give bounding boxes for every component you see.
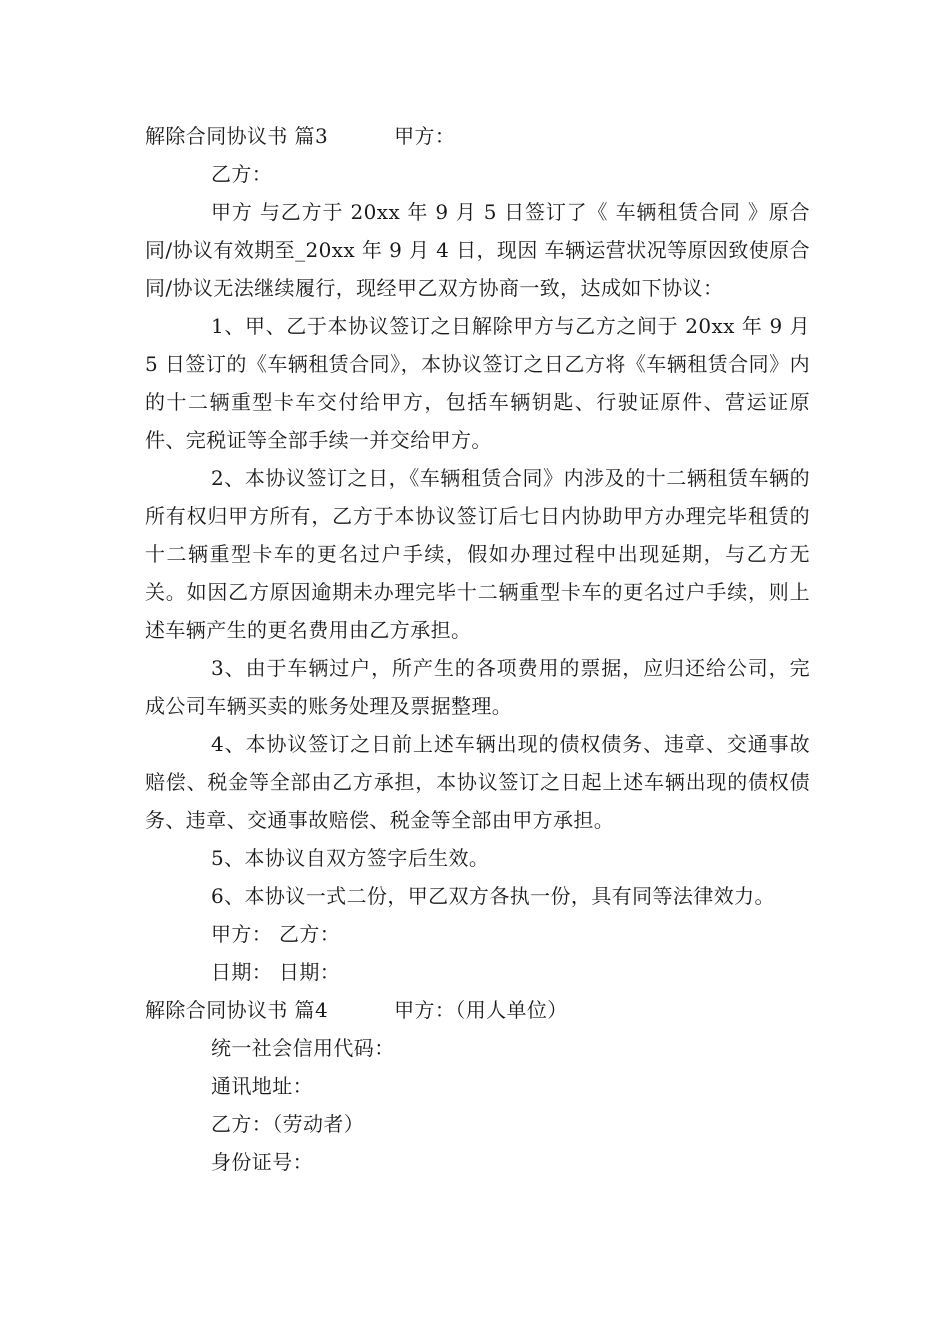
section4-credit-code: 统一社会信用代码： <box>211 1036 395 1060</box>
section3-party-a: 甲方： <box>394 124 456 148</box>
clause-5: 5、本协议自双方签字后生效。 <box>211 846 490 870</box>
clause-4: 4、本协议签订之日前上述车辆出现的债权债务、违章、交通事故赔偿、税金等全部由乙方承担，本协议签订之日起上述车辆出现的债权债务、违章、交通事故赔偿、税金等全部由甲方承担。 <box>145 732 810 832</box>
clause-6: 6、本协议一式二份，甲乙双方各执一份，具有同等法律效力。 <box>211 884 775 908</box>
signature-dates: 日期： 日期： <box>211 960 341 984</box>
section4-party-b: 乙方：（劳动者） <box>211 1112 365 1136</box>
section4-heading: 解除合同协议书 篇4 <box>145 998 329 1022</box>
document-page <box>145 117 810 1181</box>
section4-heading-line <box>145 991 810 1029</box>
section4-address: 通讯地址： <box>211 1074 313 1098</box>
section3-party-b: 乙方： <box>211 162 273 186</box>
clause-3: 3、由于车辆过户，所产生的各项费用的票据，应归还给公司，完成公司车辆买卖的账务处理及票据整理。 <box>145 656 810 718</box>
section3-heading-line <box>145 117 810 155</box>
section4-party-a: 甲方：（用人单位） <box>394 998 568 1022</box>
section3-heading: 解除合同协议书 篇3 <box>145 124 329 148</box>
section4-id-number: 身份证号： <box>211 1150 313 1174</box>
clause-1: 1、甲、乙于本协议签订之日解除甲方与乙方之间于 20xx 年 9 月 5 日签订的《车辆租赁合同》，本协议签订之日乙方将《车辆租赁合同》内的十二辆重型卡车交付给甲方，包括车辆钥匙、行驶证原件、营运证原件、完税证等全部手续一并交给甲方。 <box>145 314 810 452</box>
section3-intro: 甲方 与乙方于 20xx 年 9 月 5 日签订了《 车辆租赁合同 》原合同/协议有效期至_20xx 年 9 月 4 日，现因 车辆运营状况等原因致使原合同/协议无法继续履行，现经甲乙双方协商一致，达成如下协议： <box>145 200 810 300</box>
signature-parties: 甲方： 乙方： <box>211 922 341 946</box>
clause-2: 2、本协议签订之日，《车辆租赁合同》内涉及的十二辆租赁车辆的所有权归甲方所有，乙方于本协议签订后七日内协助甲方办理完毕租赁的十二辆重型卡车的更名过户手续，假如办理过程中出现延期，与乙方无关。如因乙方原因逾期未办理完毕十二辆重型卡车的更名过户手续，则上述车辆产生的更名费用由乙方承担。 <box>145 466 810 642</box>
